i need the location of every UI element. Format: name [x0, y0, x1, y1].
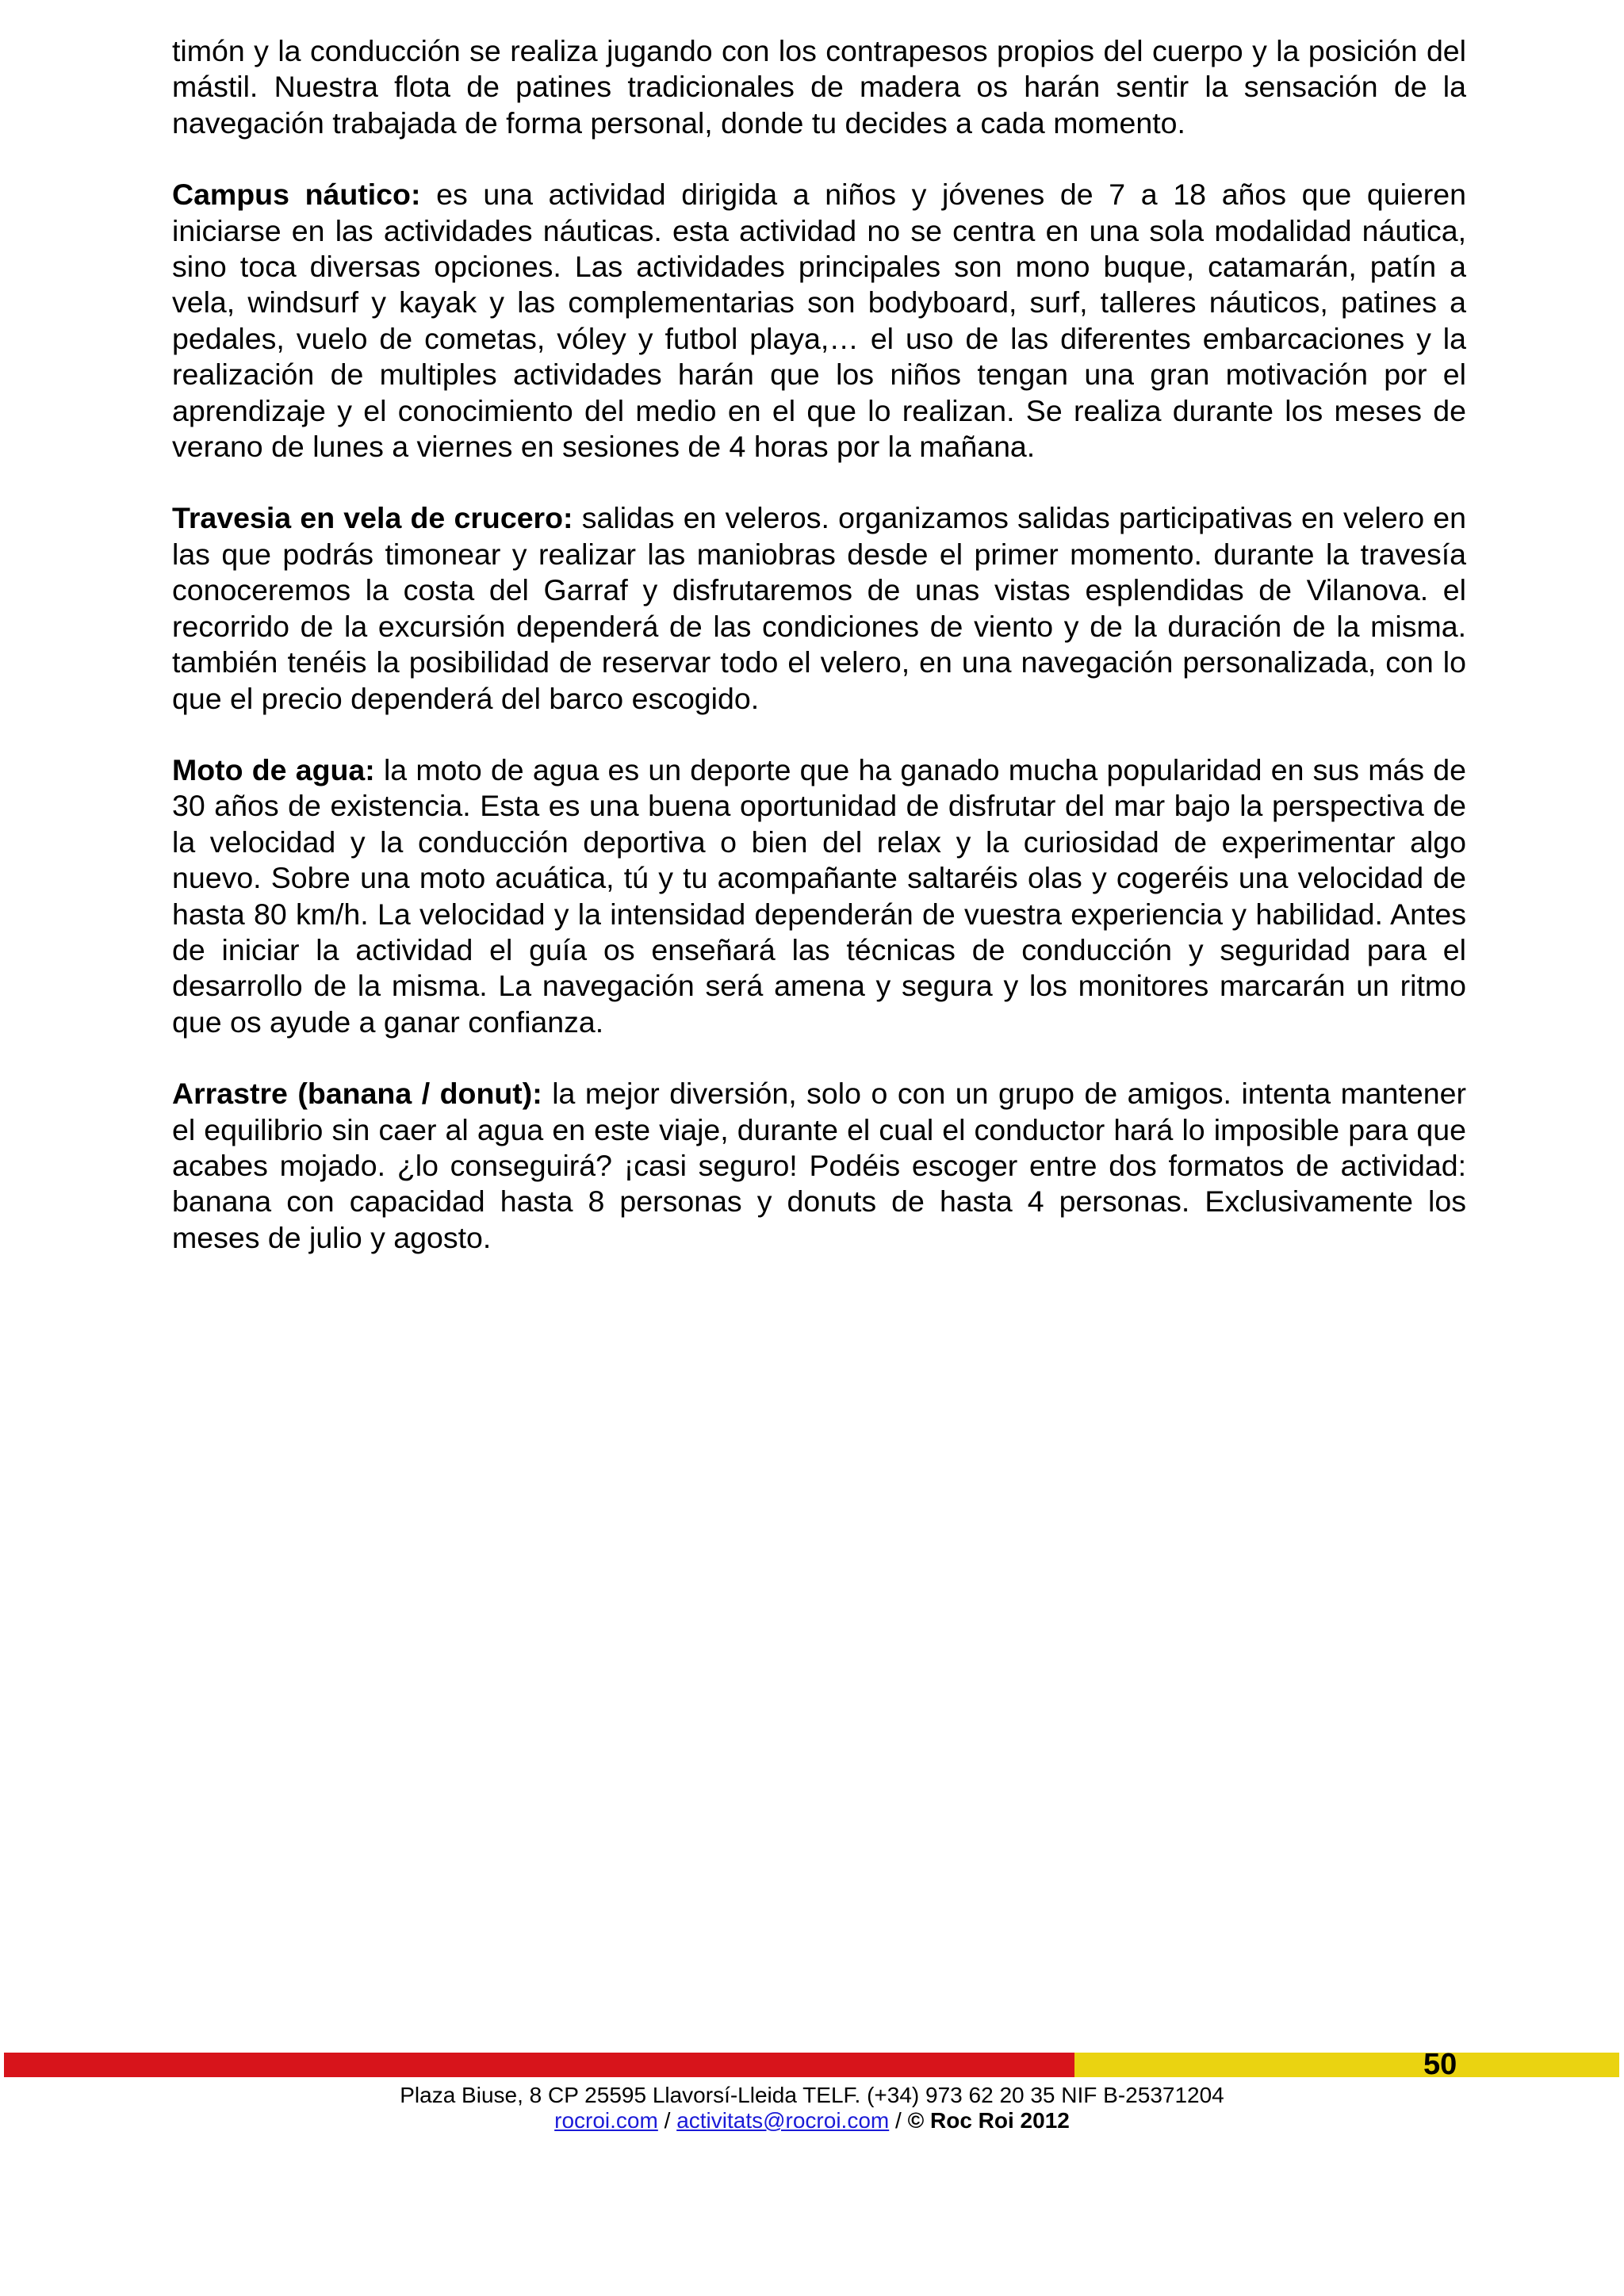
paragraph-campus-nautico	[172, 177, 1466, 465]
paragraph-patines	[172, 33, 1466, 141]
footer-address: Plaza Biuse, 8 CP 25595 Llavorsí-Lleida TELF. (+34) 973 62 20 35 NIF B-25371204	[400, 2083, 1224, 2107]
paragraph-travesia-vela	[172, 500, 1466, 716]
page-number: 50	[1423, 2048, 1457, 2081]
paragraph-arrastre	[172, 1076, 1466, 1256]
email-link[interactable]: activitats@rocroi.com	[676, 2108, 890, 2133]
paragraph-text: la moto de agua es un deporte que ha ganado mucha popularidad en sus más de 30 años de existencia. Esta es una buena oportunidad de disfrutar del mar bajo la perspectiva de la velocidad y la conducción deportiva o bien del relax y la curiosidad de experimentar algo nuevo. Sobre una moto acuática, tú y tu acompañante saltaréis olas y cogeréis una velocidad de hasta 80 km/h. La velocidad y la intensidad dependerán de vuestra experiencia y habilidad. Antes de iniciar la actividad el guía os enseñará las técnicas de conducción y seguridad para el desarrollo de la misma. La navegación será amena y segura y los monitores marcarán un ritmo que os ayude a ganar confianza.	[172, 752, 1466, 1039]
paragraph-heading: Moto de agua:	[172, 752, 375, 786]
footer-color-bar	[4, 2053, 1619, 2077]
paragraph-text: la mejor diversión, solo o con un grupo de amigos. intenta mantener el equilibrio sin caer al agua en este viaje, durante el cual el conductor hará lo imposible para que acabes mojado. ¿lo conseguirá? ¡casi seguro! Podéis escoger entre dos formatos de actividad: banana con capacidad hasta 8 personas y donuts de hasta 4 personas. Exclusivamente los meses de julio y agosto.	[172, 1077, 1466, 1254]
paragraph-heading: Travesia en vela de crucero:	[172, 501, 573, 535]
footer-yellow-bar	[1074, 2053, 1619, 2077]
paragraph-text: timón y la conducción se realiza jugando con los contrapesos propios del cuerpo y la posición del mástil. Nuestra flota de patines tradicionales de madera os harán sentir la sensación de la navegación trabajada de forma personal, donde tu decides a cada momento.	[172, 34, 1466, 140]
paragraph-heading: Campus náutico:	[172, 178, 421, 212]
paragraph-heading: Arrastre (banana / donut):	[172, 1077, 542, 1111]
paragraph-text: es una actividad dirigida a niños y jóvenes de 7 a 18 años que quieren iniciarse en las actividades náuticas. esta actividad no se centra en una sola modalidad náutica, sino toca diversas opciones. Las actividades principales son mono buque, catamarán, patín a vela, windsurf y kayak y las complementarias son bodyboard, surf, talleres náuticos, patines a pedales, vuelo de cometas, vóley y futbol playa,… el uso de las diferentes embarcaciones y la realización de multiples actividades harán que los niños tengan una gran motivación por el aprendizaje y el conocimiento del medio en el que lo realizan. Se realiza durante los meses de verano de lunes a viernes en sesiones de 4 horas por la mañana.	[172, 178, 1466, 464]
copyright: © Roc Roi 2012	[907, 2108, 1070, 2133]
footer-contact	[0, 2108, 1624, 2133]
footer-red-bar	[4, 2053, 1074, 2077]
website-link[interactable]: rocroi.com	[554, 2108, 658, 2133]
footer-separator: /	[889, 2108, 908, 2133]
paragraph-text: salidas en veleros. organizamos salidas participativas en velero en las que podrás timonear y realizar las maniobras desde el primer momento. durante la travesía conoceremos la costa del Garraf y disfrutaremos de unas vistas esplendidas de Vilanova. el recorrido de la excursión dependerá de las condiciones de viento y de la duración de la misma. también tenéis la posibilidad de reservar todo el velero, en una navegación personalizada, con lo que el precio dependerá del barco escogido.	[172, 501, 1467, 715]
paragraph-moto-agua	[172, 752, 1466, 1040]
document-body	[172, 33, 1466, 1292]
footer-separator: /	[657, 2108, 677, 2133]
